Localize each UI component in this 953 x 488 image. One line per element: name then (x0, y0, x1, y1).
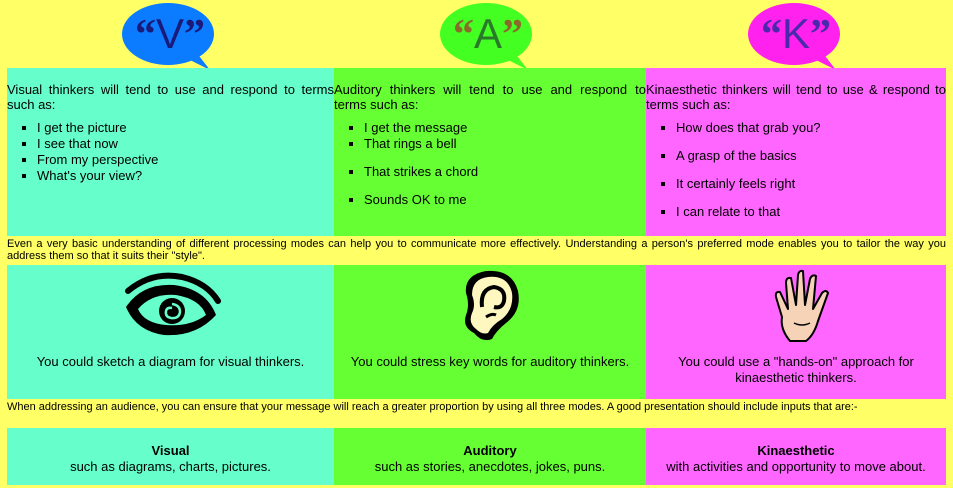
eye-icon (122, 271, 222, 343)
bubble-v (122, 2, 218, 74)
list-item: ▪ Sounds OK to me (364, 192, 646, 208)
auditory-caption: You could stress key words for auditory thinkers. (350, 354, 630, 369)
list-item: ▪ What's your view? (37, 168, 334, 184)
list-item: ▪ That strikes a chord (364, 164, 646, 180)
list-item: ▪ It certainly feels right (676, 176, 946, 192)
kinaesthetic-terms-cell (646, 68, 946, 236)
visual-intro: Visual thinkers will tend to use and respond to terms such as: (7, 82, 334, 112)
kinaesthetic-intro: Kinaesthetic thinkers will tend to use & respond to terms such as: (646, 82, 946, 112)
visual-summary-title: Visual (151, 443, 190, 458)
list-item: ▪ That rings a bell (364, 136, 646, 152)
kinaesthetic-summary-title: Kinaesthetic (757, 443, 835, 458)
auditory-summary-cell (334, 428, 646, 485)
list-item: ▪ I get the message (364, 120, 646, 136)
bubble-a (440, 2, 536, 74)
visual-terms-cell (7, 68, 334, 236)
visual-terms-list (7, 120, 334, 184)
auditory-intro: Auditory thinkers will tend to use and respond to terms such as: (334, 82, 646, 112)
hand-icon (772, 267, 832, 345)
list-item: ▪ I get the picture (37, 120, 334, 136)
bubble-letter-a: “A” (452, 10, 523, 58)
auditory-image-cell (334, 265, 646, 399)
list-item: ▪ A grasp of the basics (676, 148, 946, 164)
visual-summary-text: such as diagrams, charts, pictures. (70, 459, 271, 474)
auditory-summary-title: Auditory (463, 443, 517, 458)
visual-summary-cell (7, 428, 334, 485)
kinaesthetic-summary-cell (646, 428, 946, 485)
bubble-letter-k: “K” (760, 10, 831, 58)
list-item: ▪ From my perspective (37, 152, 334, 168)
kinaesthetic-summary-text: with activities and opportunity to move about. (666, 459, 926, 474)
list-item: ▪ I see that now (37, 136, 334, 152)
ear-icon (456, 267, 526, 343)
intro-paragraph: Even a very basic understanding of different processing modes can help you to communicate more effectively. Understanding a person's preferred mode enables you to tailor the way you address them so that it suits their "style". (7, 238, 946, 262)
audience-paragraph: When addressing an audience, you can ensure that your message will reach a greater proportion by using all three modes. A good presentation should include inputs that are:- (7, 401, 858, 413)
kinaesthetic-terms-list (646, 120, 946, 220)
kinaesthetic-caption: You could use a "hands-on" approach for kinaesthetic thinkers. (678, 354, 914, 385)
kinaesthetic-image-cell (646, 265, 946, 399)
visual-image-cell (7, 265, 334, 399)
visual-caption: You could sketch a diagram for visual thinkers. (36, 354, 305, 369)
bubble-letter-v: “V” (134, 10, 205, 58)
auditory-summary-text: such as stories, anecdotes, jokes, puns. (374, 459, 606, 474)
bubble-k (748, 2, 844, 74)
auditory-terms-list (334, 120, 646, 208)
list-item: ▪ How does that grab you? (676, 120, 946, 136)
auditory-terms-cell (334, 68, 646, 236)
list-item: ▪ I can relate to that (676, 204, 946, 220)
